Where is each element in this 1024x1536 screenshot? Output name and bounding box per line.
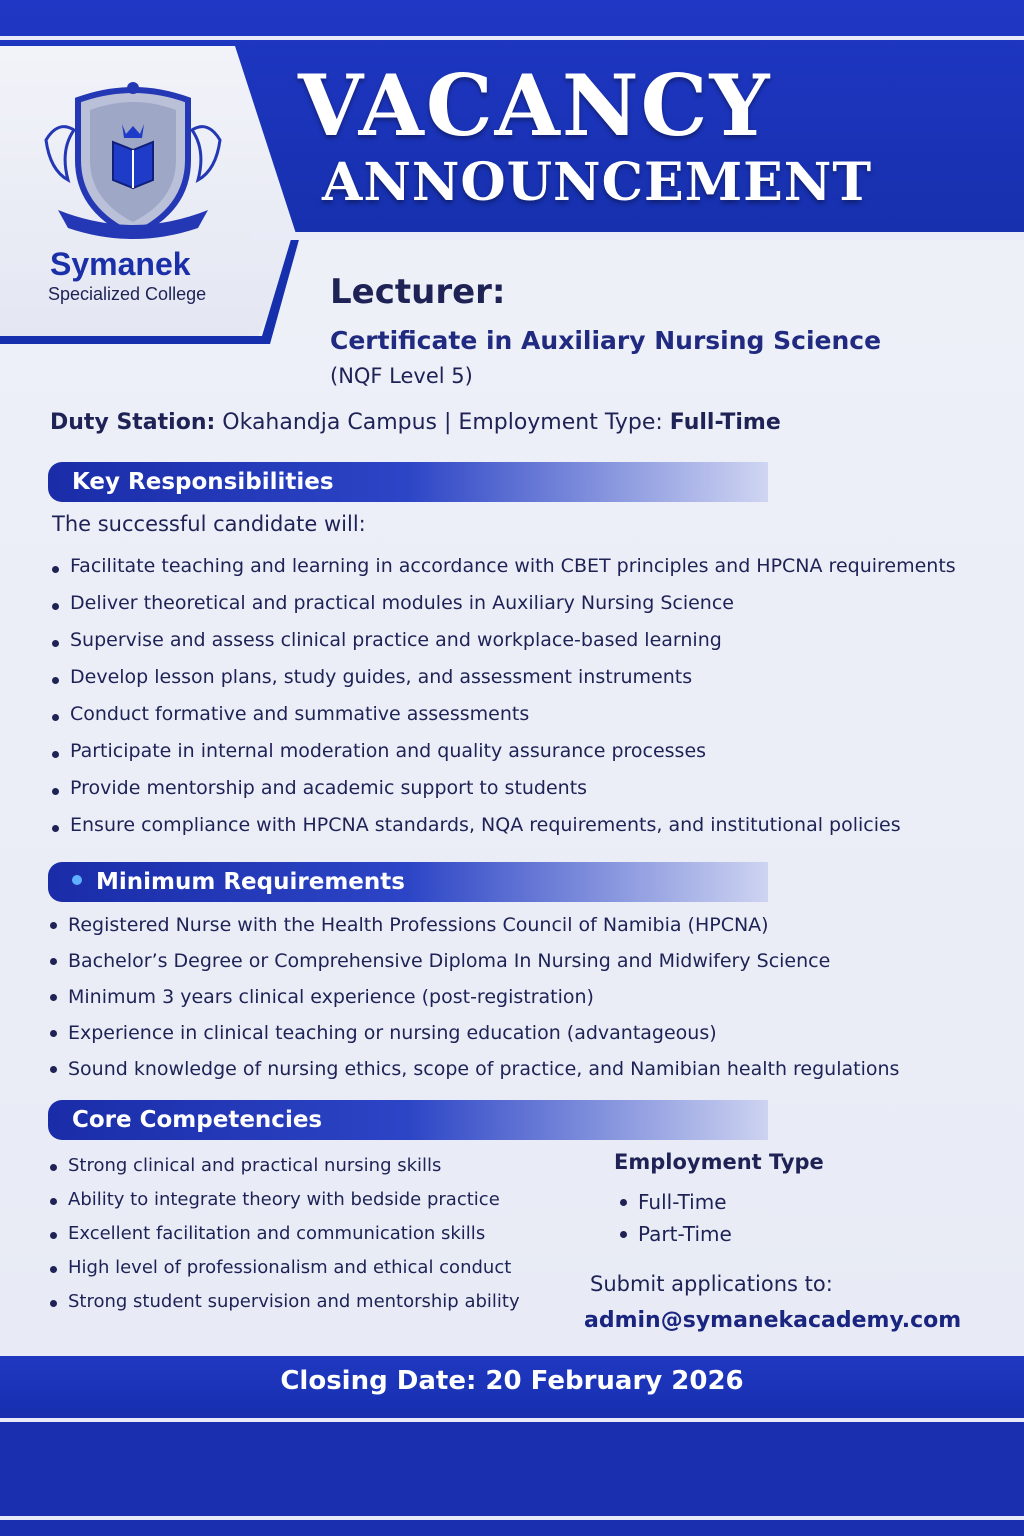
list-item: Excellent facilitation and communication skills bbox=[48, 1218, 588, 1252]
section-minimum-requirements bbox=[48, 862, 768, 902]
duty-separator: | bbox=[444, 410, 452, 435]
list-item: Provide mentorship and academic support to students bbox=[50, 772, 1020, 809]
competencies-list bbox=[48, 1150, 588, 1320]
duty-station-label: Duty Station: bbox=[50, 410, 216, 435]
list-item: Deliver theoretical and practical modules in Auxiliary Nursing Science bbox=[50, 587, 1020, 624]
section-heading: Key Responsibilities bbox=[72, 469, 334, 495]
college-crest-icon bbox=[38, 80, 228, 240]
top-rule bbox=[0, 36, 1024, 40]
list-item: Conduct formative and summative assessments bbox=[50, 698, 1020, 735]
duty-line bbox=[50, 410, 1010, 435]
page-subtitle: ANNOUNCEMENT bbox=[322, 152, 873, 213]
employment-type-value: Full-Time bbox=[669, 410, 781, 435]
section-key-responsibilities bbox=[48, 462, 768, 502]
bottom-rule-lower bbox=[0, 1516, 1024, 1520]
program-name: Certificate in Auxiliary Nursing Science bbox=[330, 326, 882, 355]
duty-station-value: Okahandja Campus bbox=[222, 410, 437, 435]
brand-name: Symanek bbox=[50, 246, 191, 282]
list-item: Full-Time bbox=[618, 1186, 918, 1218]
brand-subtitle: Specialized College bbox=[48, 284, 207, 304]
header-divider bbox=[248, 232, 1024, 240]
page-title: VACANCY bbox=[298, 56, 772, 155]
list-item: Sound knowledge of nursing ethics, scope of practice, and Namibian health regulations bbox=[48, 1051, 1008, 1087]
list-item: Ability to integrate theory with bedside practice bbox=[48, 1184, 588, 1218]
list-item: Minimum 3 years clinical experience (post-registration) bbox=[48, 979, 1008, 1015]
position-title: Lecturer: bbox=[330, 272, 506, 312]
list-item: Strong clinical and practical nursing skills bbox=[48, 1150, 588, 1184]
list-item: Bachelor’s Degree or Comprehensive Diploma In Nursing and Midwifery Science bbox=[48, 943, 1008, 979]
responsibilities-list bbox=[50, 550, 1020, 846]
list-item: Develop lesson plans, study guides, and assessment instruments bbox=[50, 661, 1020, 698]
bullet-dot-icon bbox=[72, 875, 82, 885]
section-heading: Minimum Requirements bbox=[96, 869, 405, 895]
employment-type-heading: Employment Type bbox=[614, 1150, 824, 1174]
section-core-competencies bbox=[48, 1100, 768, 1140]
bottom-rule bbox=[0, 1418, 1024, 1422]
list-item: High level of professionalism and ethical conduct bbox=[48, 1252, 588, 1286]
list-item: Participate in internal moderation and quality assurance processes bbox=[50, 735, 1020, 772]
list-item: Experience in clinical teaching or nursing education (advantageous) bbox=[48, 1015, 1008, 1051]
closing-date: Closing Date: 20 February 2026 bbox=[280, 1366, 744, 1396]
section-heading: Core Competencies bbox=[72, 1107, 323, 1133]
list-item: Part-Time bbox=[618, 1218, 918, 1250]
program-level: (NQF Level 5) bbox=[330, 364, 473, 388]
requirements-list bbox=[48, 907, 1008, 1087]
employment-type-list bbox=[618, 1186, 918, 1250]
list-item: Facilitate teaching and learning in accordance with CBET principles and HPCNA requirements bbox=[50, 550, 1020, 587]
contact-email-link[interactable]: admin@symanekacademy.com bbox=[584, 1308, 962, 1333]
list-item: Registered Nurse with the Health Professions Council of Namibia (HPCNA) bbox=[48, 907, 1008, 943]
list-item: Supervise and assess clinical practice and workplace-based learning bbox=[50, 624, 1020, 661]
list-item: Strong student supervision and mentorship ability bbox=[48, 1286, 588, 1320]
submit-label: Submit applications to: bbox=[590, 1272, 833, 1296]
responsibilities-intro: The successful candidate will: bbox=[52, 512, 366, 536]
employment-type-label: Employment Type: bbox=[458, 410, 663, 435]
list-item: Ensure compliance with HPCNA standards, NQA requirements, and institutional policies bbox=[50, 809, 1020, 846]
